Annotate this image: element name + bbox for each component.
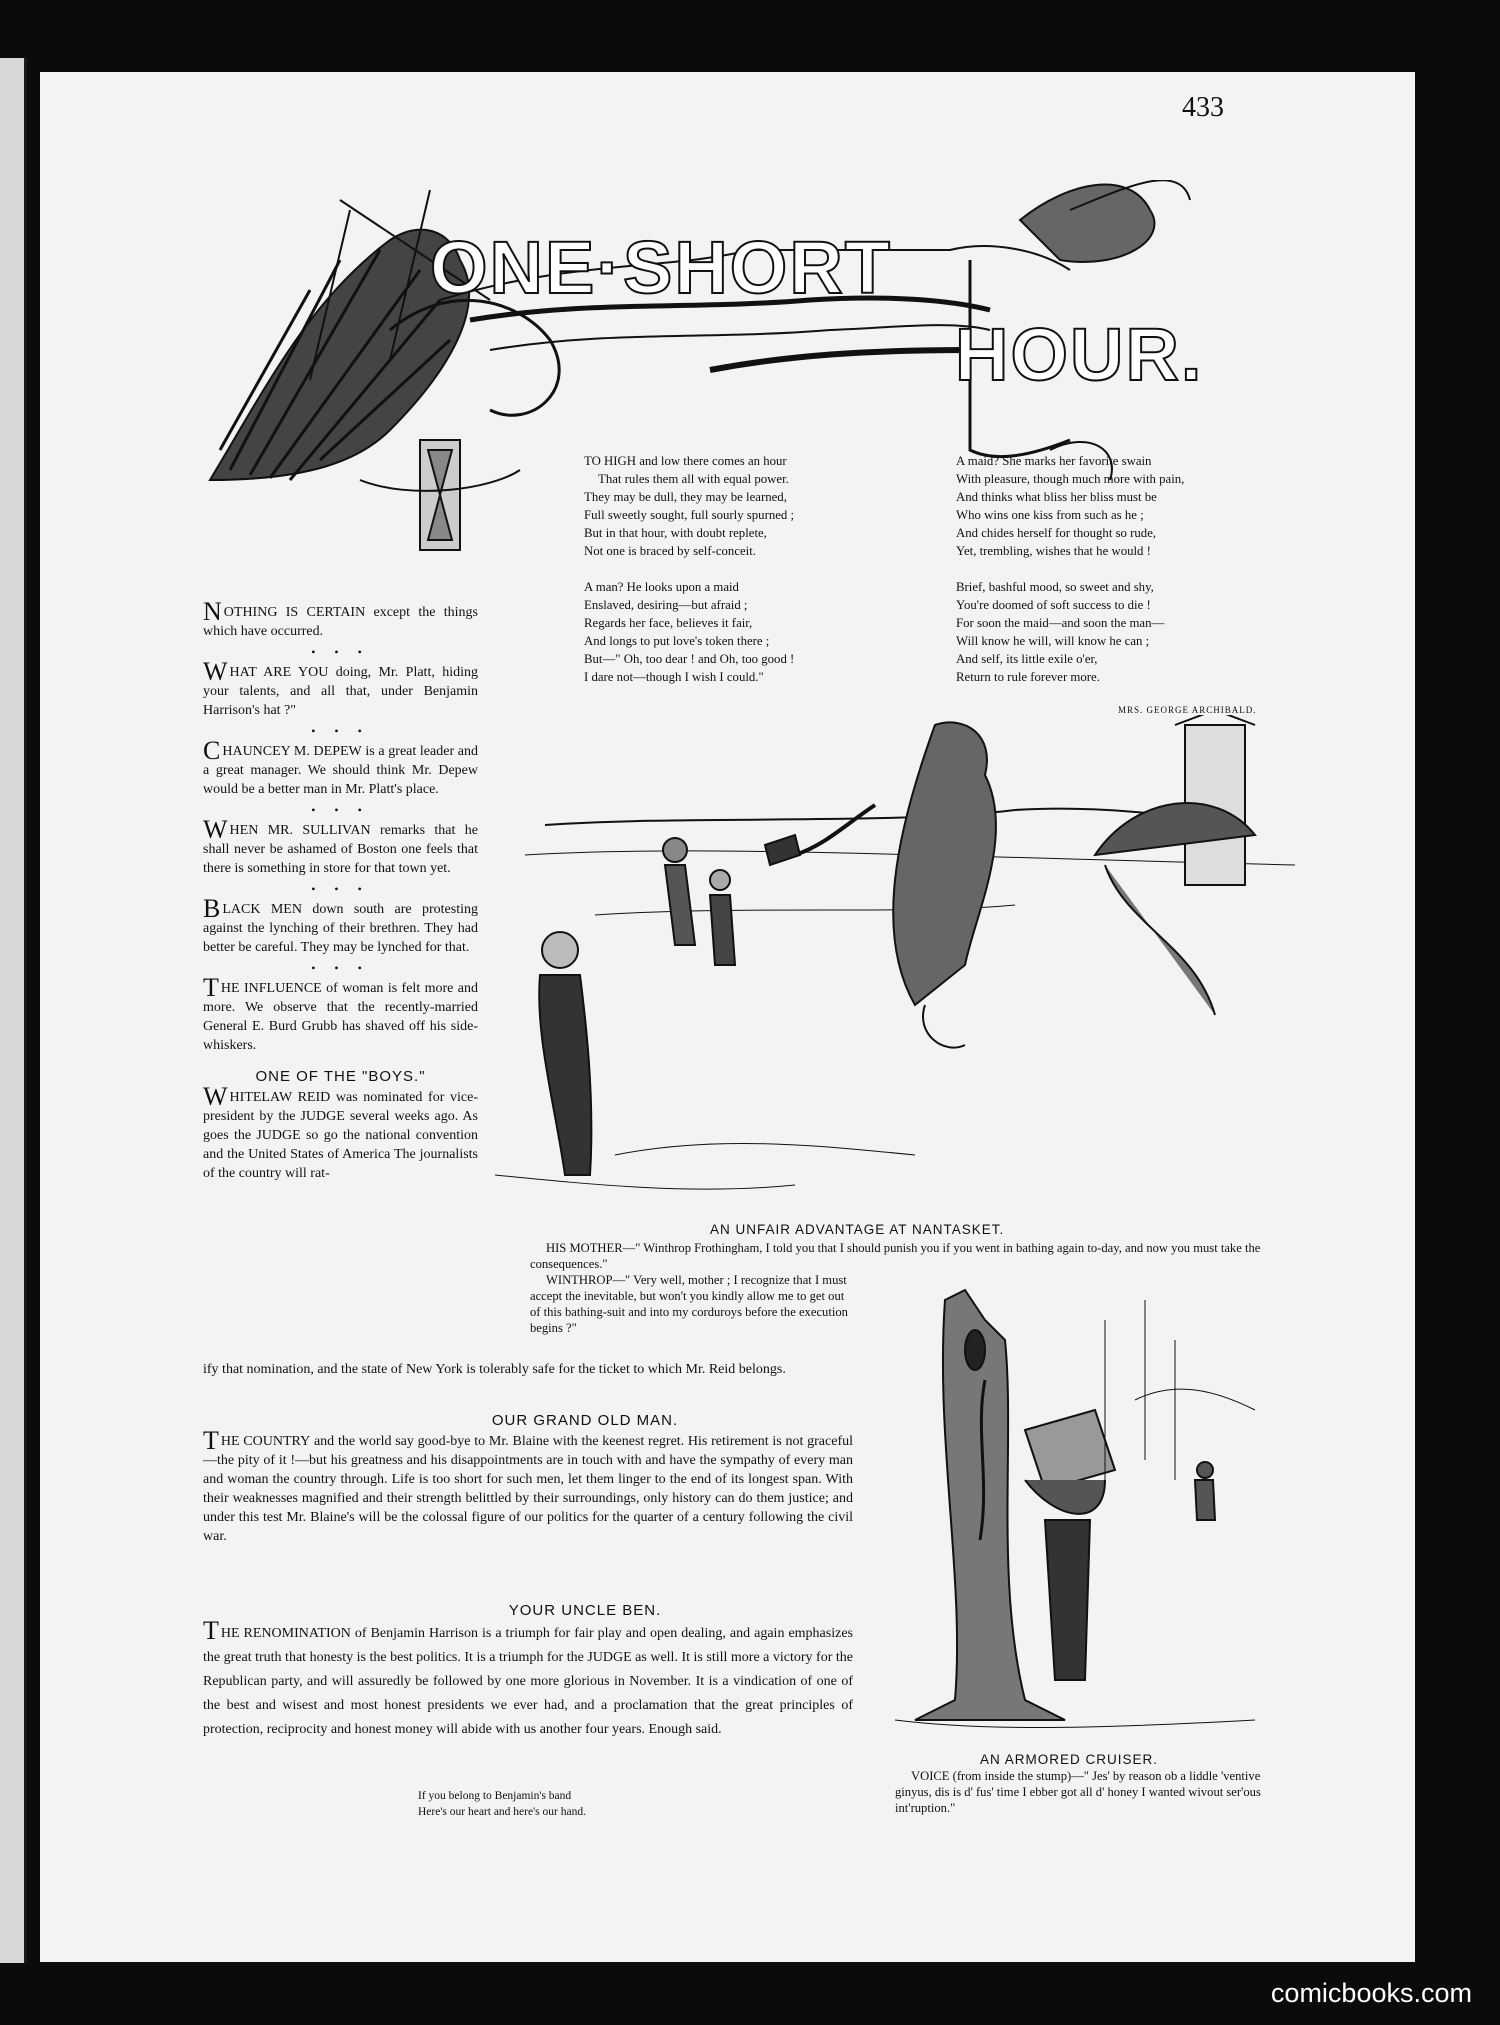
paragraph-black-men: BLACK MEN down south are protesting against the lynching of their brethren. They had better be careful. They may be lynched for that.: [203, 894, 478, 955]
site-watermark: comicbooks.com: [1270, 1978, 1472, 2008]
poem-line: And thinks what bliss her bliss must be: [956, 490, 1157, 504]
poem-line: Full sweetly sought, full sourly spurned ;: [584, 508, 795, 522]
poem-line: TO HIGH and low there comes an hour: [584, 454, 787, 468]
poem-line: You're doomed of soft success to die !: [956, 598, 1151, 612]
poem-line: But in that hour, with doubt replete,: [584, 526, 767, 540]
paragraph-depew: CHAUNCEY M. DEPEW is a great leader and a great manager. We should think Mr. Depew would be a better man in Mr. Platt's place.: [203, 736, 478, 797]
stump-illustration: [875, 1280, 1285, 1750]
poem-line: And longs to put love's token there ;: [584, 634, 770, 648]
poem-line: That rules them all with equal power.: [598, 472, 789, 486]
paragraph-sullivan: WHEN MR. SULLIVAN remarks that he shall never be ashamed of Boston one feels that there is something in store for that town yet.: [203, 815, 479, 876]
poem-line: Yet, trembling, wishes that he would !: [956, 544, 1151, 558]
poem-line: A man? He looks upon a maid: [584, 580, 739, 594]
adjacent-page-edge: [0, 58, 27, 1963]
illustration2-caption: VOICE (from inside the stump)—" Jes' by reason ob a liddle 'ventive ginyus, dis is d' fus' time I ebber got all d' honey I wanted wivout ser'ous int'ruption.": [895, 1769, 1261, 1815]
poem-line: Not one is braced by self-conceit.: [584, 544, 756, 558]
article-title-line1: ONE·SHORT: [430, 226, 892, 309]
poem-author: MRS. GEORGE ARCHIBALD.: [1118, 705, 1257, 715]
poem-line: And chides herself for thought so rude,: [956, 526, 1157, 540]
heading-boys: ONE OF THE "BOYS.": [255, 1068, 426, 1085]
separator-dots: • • •: [311, 961, 370, 975]
separator-dots: • • •: [311, 882, 370, 896]
poem-stanza-3: [956, 452, 1276, 560]
whitelaw-continuation: ify that nomination, and the state of New York is tolerably safe for the ticket to which Mr. Reid belongs.: [203, 1362, 786, 1377]
poem-line: Enslaved, desiring—but afraid ;: [584, 598, 748, 612]
heading-grand-old-man: OUR GRAND OLD MAN.: [491, 1412, 679, 1429]
poem-column-2: [956, 452, 1276, 686]
poem-line: And self, its little exile o'er,: [956, 652, 1098, 666]
heading-uncle-ben: YOUR UNCLE BEN.: [508, 1602, 662, 1619]
poem-line: A maid? She marks her favorite swain: [956, 454, 1152, 468]
poem-line: Will know he will, will know he can ;: [956, 634, 1150, 648]
separator-dots: • • •: [311, 724, 370, 738]
poem-line: Regards her face, believes it fair,: [584, 616, 753, 630]
paragraph-platt: WHAT ARE YOU doing, Mr. Platt, hiding your talents, and all that, under Benjamin Harrison's hat ?": [203, 657, 478, 718]
separator-dots: • • •: [311, 803, 370, 817]
illustration1-title: AN UNFAIR ADVANTAGE AT NANTASKET.: [710, 1222, 1005, 1237]
poem-column-1: [584, 452, 884, 686]
illustration2-title: AN ARMORED CRUISER.: [980, 1752, 1159, 1767]
paragraph-uncle-ben: THE RENOMINATION of Benjamin Harrison is a triumph for fair play and open dealing, and again emphasizes the great truth that honesty is the best politics. It is a triumph for the JUDGE as well. It is still more a victory for the Republican party, and will assuredly be followed by one more glorious in November. It is a vindication of one of the best and wisest and most honest presidents we ever had, and a proclamation that the great principles of protection, reciprocity and honest money will abide with us another four years. Enough said.: [203, 1616, 853, 1737]
poem-line: Brief, bashful mood, so sweet and shy,: [956, 580, 1154, 594]
poem-stanza-4: [956, 578, 1276, 686]
poem-line: For soon the maid—and soon the man—: [956, 616, 1165, 630]
poem-stanza-2: [584, 578, 884, 686]
poem-stanza-1: [584, 452, 884, 560]
article-title-line2: HOUR.: [955, 313, 1204, 396]
paragraph-grand-old-man: THE COUNTRY and the world say good-bye to Mr. Blaine with the keenest regret. His retirement is not graceful—the pity of it !—but his greatness and his disappointments are in touch with and have the sympathy of every man and woman the country through. Life is too short for such men, let them linger to the end of its longest span. With their weaknesses magnified and their strength belittled by their surroundings, only history can do them justice; and under this test Mr. Blaine's will be the colossal figure of our politics for the quarter of a century following the civil war.: [203, 1426, 854, 1544]
left-column: [203, 597, 479, 1187]
poem-line: Return to rule forever more.: [956, 670, 1100, 684]
poem-line: Who wins one kiss from such as he ;: [956, 508, 1144, 522]
poem-line: With pleasure, though much more with pain,: [956, 472, 1185, 486]
poem-line: They may be dull, they may be learned,: [584, 490, 787, 504]
paragraph-whitelaw: WHITELAW REID was nominated for vice-president by the JUDGE several weeks ago. As goes the JUDGE so go the national convention and the United States of America The journalists of the country will rat-: [203, 1082, 478, 1181]
couplet-line-1: If you belong to Benjamin's band: [418, 1790, 572, 1802]
paragraph-influence: THE INFLUENCE of woman is felt more and more. We observe that the recently-married General E. Burd Grubb has shaved off his side-whiskers.: [203, 973, 478, 1053]
poem-line: I dare not—though I wish I could.": [584, 670, 764, 684]
paragraph-certain: NOTHING IS CERTAIN except the things which have occurred.: [203, 597, 478, 639]
poem-line: But—" Oh, too dear ! and Oh, too good !: [584, 652, 795, 666]
page-number: 433: [1182, 92, 1224, 123]
couplet-line-2: Here's our heart and here's our hand.: [418, 1806, 586, 1818]
illustration1-caption-mother: HIS MOTHER—" Winthrop Frothingham, I told you that I should punish you if you went in bathing again to-day, and now you must take the consequences.": [530, 1241, 1261, 1271]
illustration1-caption-winthrop: WINTHROP—" Very well, mother ; I recognize that I must accept the inevitable, but won't you kindly allow me to get out of this bathing-suit and into my corduroys before the execution begins ?": [530, 1273, 848, 1335]
separator-dots: • • •: [311, 645, 370, 659]
beach-scene-illustration: [495, 715, 1295, 1220]
